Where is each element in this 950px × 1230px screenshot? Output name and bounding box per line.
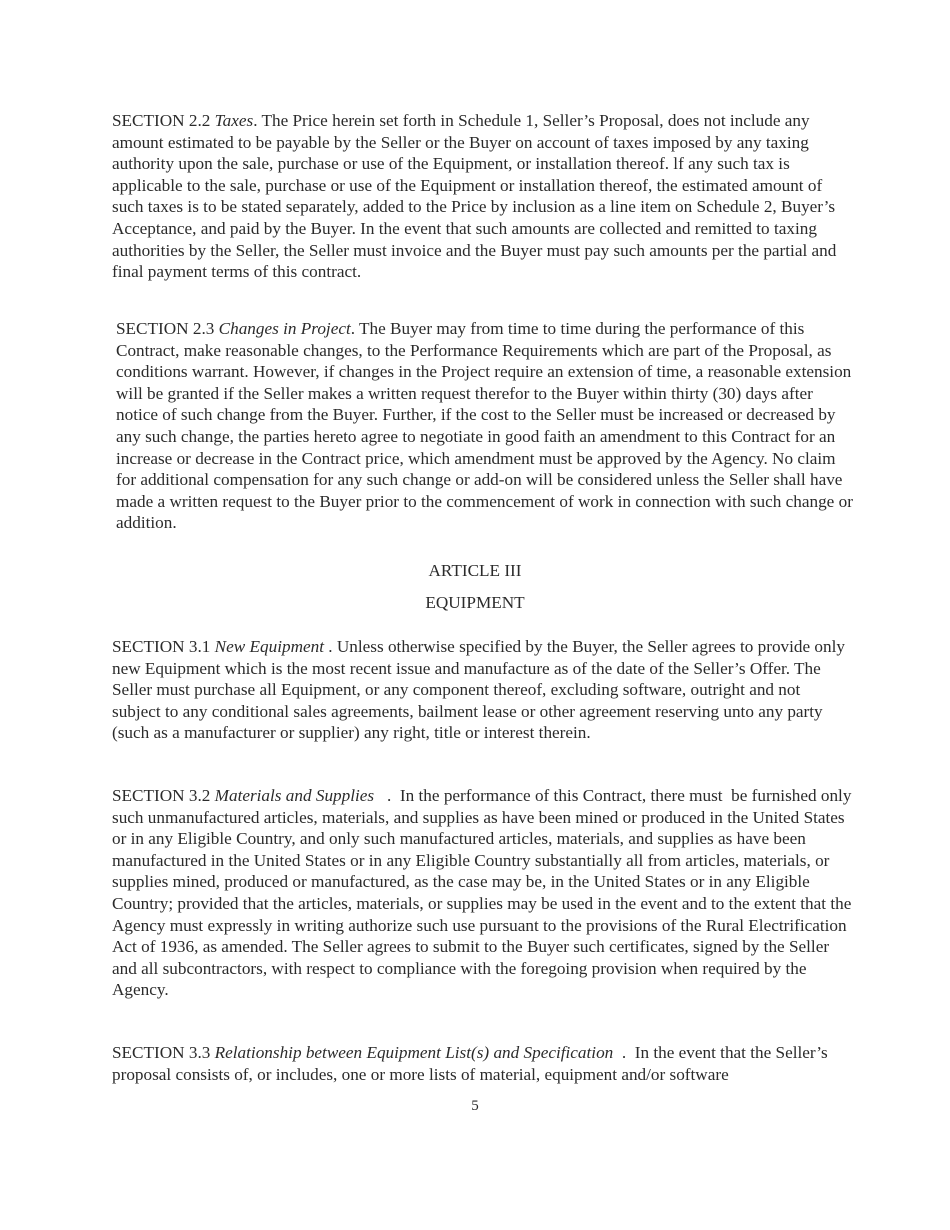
section-3-2-body: . In the performance of this Contract, there must be furnished only such unmanufactured articles, materials, and supplies as have been mined or produced in the United States or in any Eligible Country, and only such manufactured articles, materials, and supplies as have been manufactured in the United States or in any Eligible Country substantially all from articles, materials, or supplies mined, produced or manufactured, as the case may be, in the United States or in any Eligible Country; provided that the articles, materials, or supplies may be used in the event and to the extent that the Agency must expressly in writing authorize such use pursuant to the provisions of the Rural Electrification Act of 1936, as amended. The Seller agrees to submit to the Buyer such certificates, signed by the Seller and all subcontractors, with respect to compliance with the foregoing provision when required by the Agency. [112,786,856,1000]
section-3-2-label: SECTION 3.2 [112,786,211,805]
section-3-1-label: SECTION 3.1 [112,637,211,656]
article-name-heading: EQUIPMENT [425,593,525,612]
section-3-1-body: . Unless otherwise specified by the Buyer, the Seller agrees to provide only new Equipment which is the most recent issue and manufacture as of the date of the Seller’s Offer. The Seller must purchase all Equipment, or any component thereof, excluding software, outright and not subject to any conditional sales agreements, bailment lease or other agreement reserving unto any party (such as a manufacturer or supplier) any right, title or interest therein. [112,637,845,743]
section-3-1-title: New Equipment [214,637,324,656]
section-2-2-title: Taxes [214,111,254,130]
section-2-3-body: . The Buyer may from time to time during the performance of this Contract, make reasonable changes, to the Performance Requirements which are part of the Proposal, as conditions warrant. However, if changes in the Project require an extension of time, a reasonable extension will be granted if the Seller makes a written request therefor to the Buyer within thirty (30) days after notice of such change from the Buyer. Further, if the cost to the Seller must be increased or decreased by any such change, the parties hereto agree to negotiate in good faith an amendment to this Contract for an increase or decrease in the Contract price, which amendment must be approved by the Agency. No claim for additional compensation for any such change or add-on will be considered unless the Seller shall have made a written request to the Buyer prior to the commencement of work in connection with such change or addition. [116,319,853,533]
page-number: 5 [471,1098,479,1114]
section-3-3-paragraph [112,1042,847,1085]
section-2-3-paragraph [116,318,856,534]
section-2-2-body: . The Price herein set forth in Schedule 1, Seller’s Proposal, does not include any amount estimated to be payable by the Seller or the Buyer on account of taxes imposed by any taxing authority upon the sale, purchase or use of the Equipment, or installation thereof. lf any such tax is applicable to the sale, purchase or use of the Equipment or installation thereof, the estimated amount of such taxes is to be stated separately, added to the Price by inclusion as a line item on Schedule 2, Buyer’s Acceptance, and paid by the Buyer. In the event that such amounts are collected and remitted to taxing authorities by the Seller, the Seller must invoice and the Buyer must pay such amounts per the partial and final payment terms of this contract. [112,111,837,282]
section-3-3-title: Relationship between Equipment List(s) and Specification [214,1043,614,1062]
section-3-2-title: Materials and Supplies [214,786,375,805]
section-2-3-label: SECTION 2.3 [116,319,215,338]
section-3-1-paragraph [112,636,847,744]
section-2-3-title: Changes in Project [218,319,351,338]
section-2-2-label: SECTION 2.2 [112,111,211,130]
section-2-2-paragraph [112,110,837,283]
section-3-2-paragraph [112,785,857,1001]
section-3-3-body: . In the event that the Seller’s proposal consists of, or includes, one or more lists of material, equipment and/or software [112,1043,833,1084]
article-number-heading: ARTICLE III [428,561,522,580]
section-3-3-label: SECTION 3.3 [112,1043,211,1062]
